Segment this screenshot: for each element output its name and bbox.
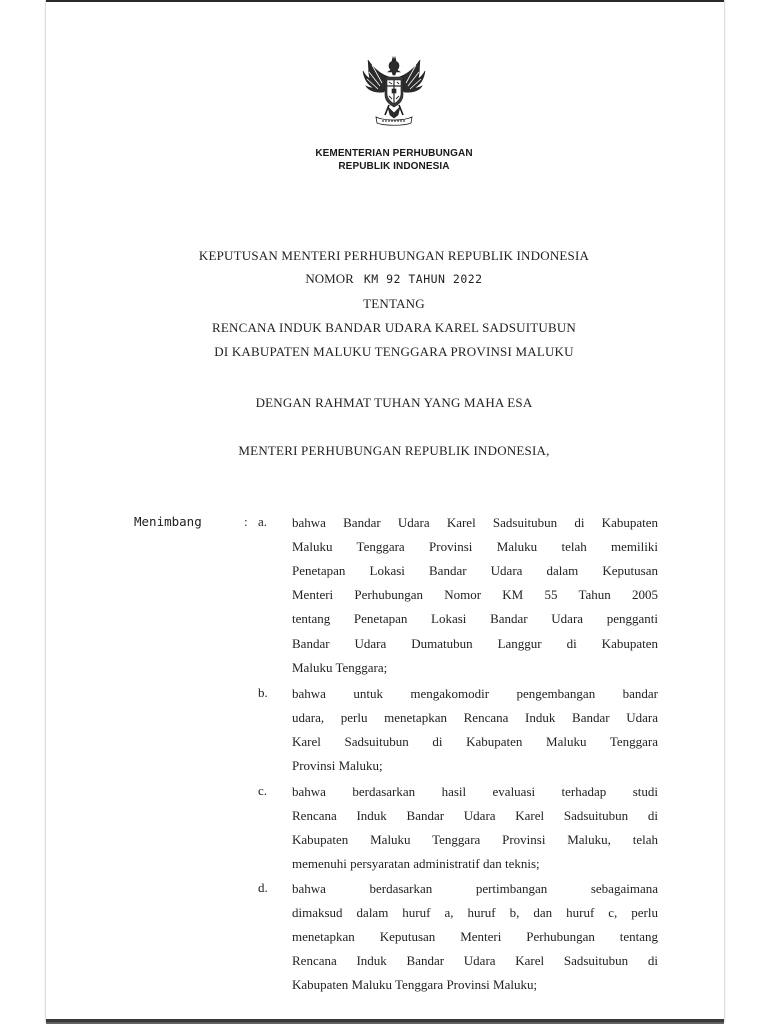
scan-margin-left [0, 0, 46, 1024]
consideration-b-line: udara, perlu menetapkan Rencana Induk Bandar Udara [292, 710, 658, 725]
consideration-marker-b: b. [258, 685, 268, 700]
consideration-d-line: menetapkan Keputusan Menteri Perhubungan tentang [292, 929, 658, 944]
consideration-a-line: tentang Penetapan Lokasi Bandar Udara pengganti [292, 611, 658, 626]
page-top-edge [46, 0, 724, 2]
scan-margin-right [724, 0, 768, 1024]
consideration-marker-d: d. [258, 880, 268, 895]
consideration-b-line: bahwa untuk mengakomodir pengembangan bandar [292, 686, 658, 701]
consideration-a-line: Menteri Perhubungan Nomor KM 55 Tahun 2005 [292, 587, 658, 602]
decree-number [100, 271, 688, 287]
decree-menteri: MENTERI PERHUBUNGAN REPUBLIK INDONESIA, [238, 443, 550, 458]
consideration-c-line: memenuhi persyaratan administratif dan teknis; [292, 856, 540, 871]
consideration-b-line: Provinsi Maluku; [292, 758, 383, 773]
menimbang-colon: : [244, 514, 248, 529]
consideration-a-line: Maluku Tenggara; [292, 660, 388, 675]
decree-title: KEPUTUSAN MENTERI PERHUBUNGAN REPUBLIK INDONESIA [198, 248, 590, 263]
ministry-country: REPUBLIK INDONESIA [338, 161, 450, 172]
consideration-a-line: Penetapan Lokasi Bandar Udara dalam Keputusan [292, 563, 658, 578]
decree-tentang: TENTANG [363, 296, 425, 311]
consideration-a-line: Maluku Tenggara Provinsi Maluku telah memiliki [292, 539, 658, 554]
consideration-b-line: Karel Sadsuitubun di Kabupaten Maluku Tenggara [292, 734, 658, 749]
decree-rahmat: DENGAN RAHMAT TUHAN YANG MAHA ESA [255, 395, 533, 410]
consideration-a-line: bahwa Bandar Udara Karel Sadsuitubun di Kabupaten [292, 515, 658, 530]
garuda-emblem-icon [358, 55, 430, 131]
consideration-d-line: bahwa berdasarkan pertimbangan sebagaimana [292, 881, 658, 896]
consideration-marker-c: c. [258, 783, 268, 798]
consideration-marker-a: a. [258, 514, 268, 529]
menimbang-label: Menimbang [134, 514, 202, 529]
consideration-c-line: Kabupaten Maluku Tenggara Provinsi Maluku, telah [292, 832, 658, 847]
consideration-d-line: Kabupaten Maluku Tenggara Provinsi Maluku; [292, 977, 538, 992]
decree-number-value: KM 92 TAHUN 2022 [363, 272, 483, 286]
consideration-c-line: Rencana Induk Bandar Udara Karel Sadsuitubun di [292, 808, 658, 823]
consideration-d-line: Rencana Induk Bandar Udara Karel Sadsuitubun di [292, 953, 658, 968]
decree-subject-line1: RENCANA INDUK BANDAR UDARA KAREL SADSUITUBUN [211, 320, 577, 335]
decree-number-label: NOMOR [305, 271, 354, 286]
consideration-d-line: dimaksud dalam huruf a, huruf b, dan huruf c, perlu [292, 905, 658, 920]
decree-subject-line2: DI KABUPATEN MALUKU TENGGARA PROVINSI MALUKU [214, 344, 574, 359]
ministry-name: KEMENTERIAN PERHUBUNGAN [315, 148, 473, 159]
consideration-c-line: bahwa berdasarkan hasil evaluasi terhadap studi [292, 784, 658, 799]
consideration-a-line: Bandar Udara Dumatubun Langgur di Kabupaten [292, 636, 658, 651]
